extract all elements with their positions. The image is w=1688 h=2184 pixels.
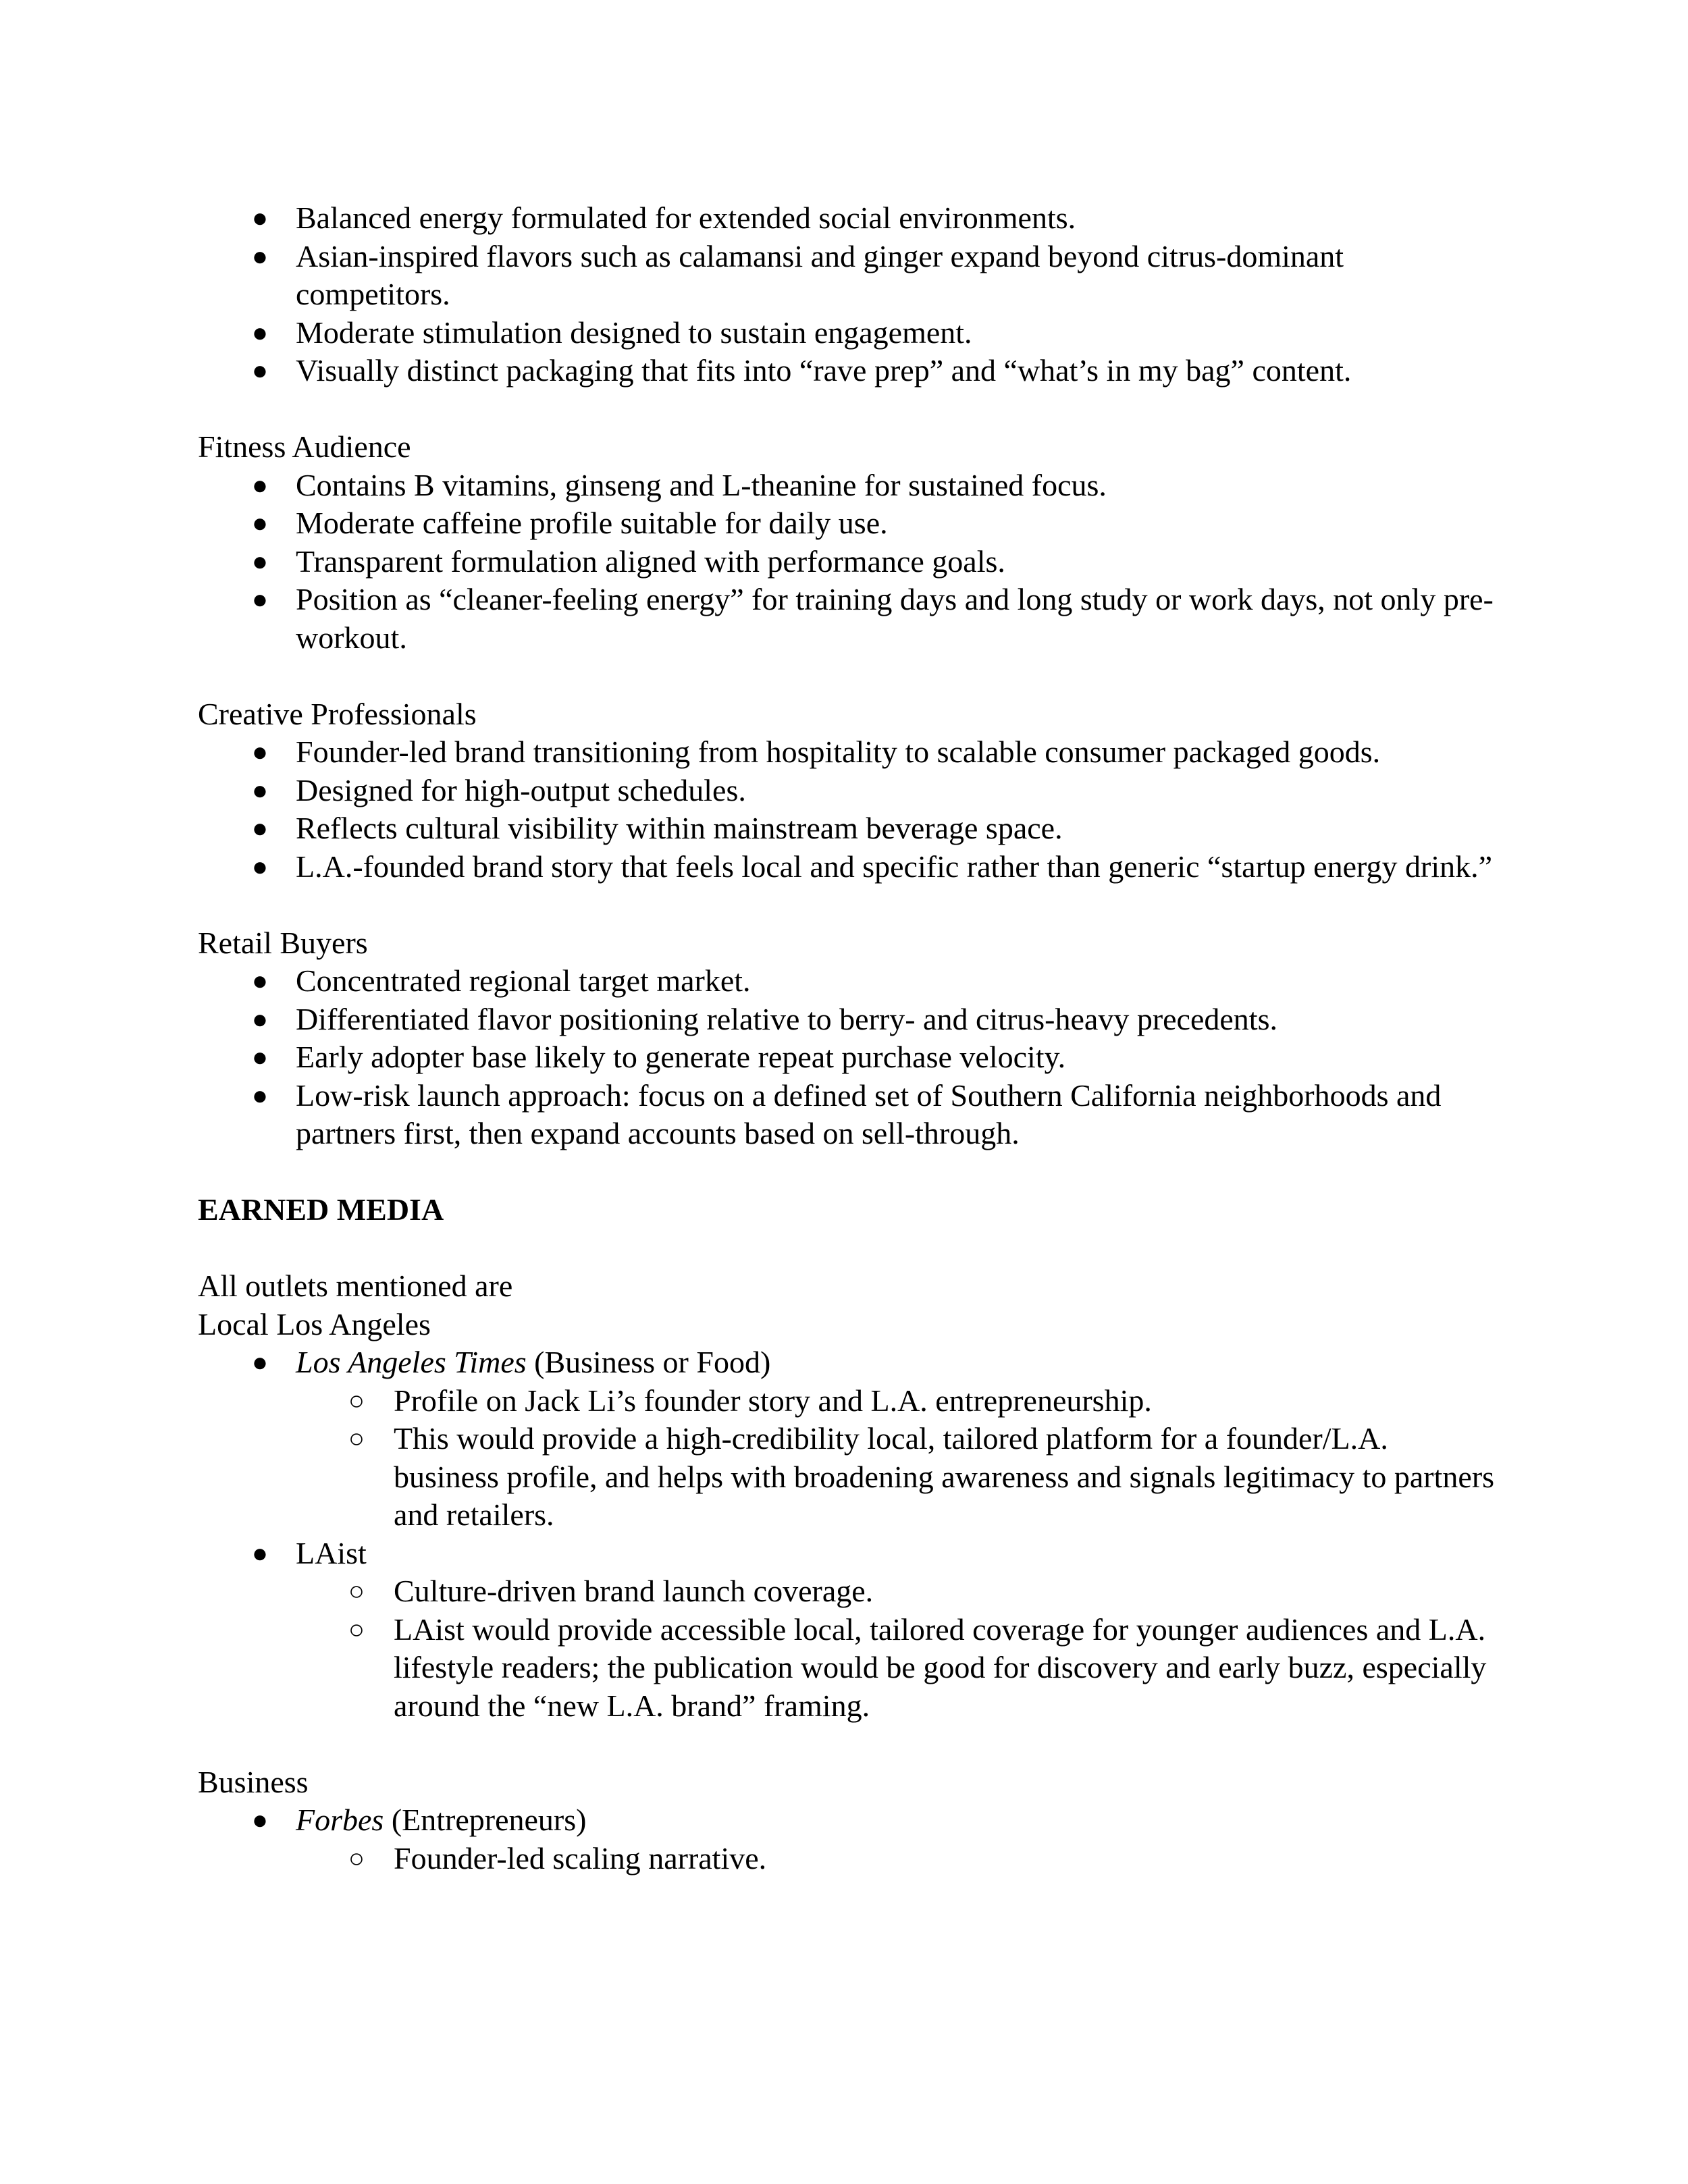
outlet-points-list — [296, 1382, 1501, 1535]
section-spacer — [198, 1229, 1501, 1268]
list-item-text: Early adopter base likely to generate repeat purchase velocity. — [296, 1040, 1066, 1074]
list-item-text: Contains B vitamins, ginseng and L-theanine for sustained focus. — [296, 467, 1107, 502]
outlet-suffix: (Business or Food) — [526, 1345, 771, 1379]
bullet-icon: ● — [251, 355, 269, 385]
bullet-icon: ● — [251, 1042, 269, 1072]
bullet-icon: ● — [251, 240, 269, 271]
creative-bullet-list — [198, 733, 1501, 886]
outlet-item — [198, 1801, 1501, 1877]
list-item — [198, 1077, 1501, 1153]
bullet-icon: ● — [251, 737, 269, 767]
list-item-text: This would provide a high-credibility local, tailored platform for a founder/L.A. business profile, and helps with broadening awareness and signals legitimacy to partners and retailers. — [394, 1421, 1495, 1532]
outlet-points-list — [296, 1840, 1501, 1878]
list-item — [198, 352, 1501, 390]
list-item-text: Moderate caffeine profile suitable for daily use. — [296, 506, 888, 540]
list-item — [198, 543, 1501, 581]
bullet-icon: ● — [251, 469, 269, 500]
section-heading-retail: Retail Buyers — [198, 925, 368, 960]
list-item — [296, 1572, 1501, 1611]
hollow-bullet-icon: ○ — [348, 1576, 365, 1606]
list-item — [296, 1382, 1501, 1420]
list-item-text: L.A.-founded brand story that feels local and specific rather than generic “startup energy drink.” — [296, 849, 1493, 884]
list-item — [198, 1038, 1501, 1077]
retail-bullet-list — [198, 962, 1501, 1153]
list-item — [198, 581, 1501, 657]
list-item-text: LAist would provide accessible local, tailored coverage for younger audiences and L.A. lifestyle readers; the publication would be good for discovery and early buzz, especially around the “new L.A. brand” framing. — [394, 1612, 1487, 1723]
section-spacer — [198, 657, 1501, 695]
bullet-icon: ● — [251, 508, 269, 538]
subsection-heading-business: Business — [198, 1764, 309, 1799]
bullet-icon: ● — [251, 1805, 269, 1835]
list-item — [198, 314, 1501, 352]
fitness-bullet-list — [198, 467, 1501, 658]
bullet-icon: ● — [251, 774, 269, 805]
outlet-name: Los Angeles Times — [296, 1345, 527, 1379]
bullet-icon: ● — [251, 813, 269, 843]
list-item — [296, 1611, 1501, 1726]
outlet-item — [198, 1535, 1501, 1726]
list-item-text: Balanced energy formulated for extended social environments. — [296, 201, 1076, 235]
hollow-bullet-icon: ○ — [348, 1423, 365, 1454]
list-item — [198, 848, 1501, 886]
bullet-icon: ● — [251, 965, 269, 996]
section-spacer — [198, 886, 1501, 924]
bullet-icon: ● — [251, 1537, 269, 1568]
list-item-text: Concentrated regional target market. — [296, 963, 751, 998]
hollow-bullet-icon: ○ — [348, 1385, 365, 1416]
list-item-text: Designed for high-output schedules. — [296, 772, 746, 807]
bullet-icon: ● — [251, 545, 269, 577]
list-item — [198, 238, 1501, 314]
section-spacer — [198, 390, 1501, 429]
hollow-bullet-icon: ○ — [348, 1842, 365, 1873]
outlet-points-list — [296, 1572, 1501, 1725]
bullet-icon: ● — [251, 1003, 269, 1034]
outlet-name: LAist — [296, 1535, 367, 1570]
bullet-icon: ● — [251, 584, 269, 614]
bullet-icon: ● — [251, 1347, 269, 1377]
list-item-text: Profile on Jack Li’s founder story and L.A. entrepreneurship. — [394, 1383, 1152, 1418]
list-item-text: Asian-inspired flavors such as calamansi and ginger expand beyond citrus-dominant competitors. — [296, 238, 1344, 311]
section-heading-earned-media: EARNED MEDIA — [198, 1192, 444, 1227]
list-item-text: Founder-led brand transitioning from hospitality to scalable consumer packaged goods. — [296, 735, 1381, 769]
list-item — [198, 962, 1501, 1001]
list-item-text: Differentiated flavor positioning relative to berry- and citrus-heavy precedents. — [296, 1001, 1277, 1036]
intro-bullet-list — [198, 199, 1501, 390]
list-item — [296, 1840, 1501, 1878]
outlet-item — [198, 1343, 1501, 1535]
outlet-suffix: (Entrepreneurs) — [384, 1803, 587, 1837]
local-outlet-list — [198, 1343, 1501, 1725]
list-item-text: Founder-led scaling narrative. — [394, 1840, 767, 1875]
subsection-heading-local: Local Los Angeles — [198, 1306, 431, 1341]
list-item — [198, 809, 1501, 848]
list-item — [198, 772, 1501, 810]
bullet-icon: ● — [251, 851, 269, 882]
earned-media-intro: All outlets mentioned are — [198, 1269, 513, 1303]
list-item-text: Visually distinct packaging that fits into “rave prep” and “what’s in my bag” content. — [296, 353, 1352, 388]
outlet-name: Forbes — [296, 1803, 384, 1837]
bullet-icon: ● — [251, 203, 269, 233]
list-item — [198, 467, 1501, 505]
list-item — [198, 199, 1501, 238]
list-item-text: Low-risk launch approach: focus on a defined set of Southern California neighborhoods and partners first, then expand accounts based on sell-through. — [296, 1077, 1442, 1150]
bullet-icon: ● — [251, 1080, 269, 1111]
list-item-text: Reflects cultural visibility within mainstream beverage space. — [296, 811, 1063, 845]
list-item-text: Culture-driven brand launch coverage. — [394, 1574, 874, 1608]
list-item — [198, 733, 1501, 772]
section-spacer — [198, 1725, 1501, 1763]
bullet-icon: ● — [251, 317, 269, 348]
document-content — [198, 199, 1501, 1877]
list-item — [198, 504, 1501, 543]
list-item — [296, 1420, 1501, 1535]
business-outlet-list — [198, 1801, 1501, 1877]
section-heading-creative: Creative Professionals — [198, 696, 477, 731]
section-spacer — [198, 1153, 1501, 1192]
section-heading-fitness: Fitness Audience — [198, 429, 411, 464]
list-item-text: Moderate stimulation designed to sustain engagement. — [296, 315, 972, 350]
hollow-bullet-icon: ○ — [348, 1614, 365, 1645]
list-item-text: Position as “cleaner-feeling energy” for training days and long study or work days, not only pre-workout. — [296, 582, 1494, 655]
list-item-text: Transparent formulation aligned with performance goals. — [296, 543, 1005, 579]
list-item — [198, 1001, 1501, 1039]
